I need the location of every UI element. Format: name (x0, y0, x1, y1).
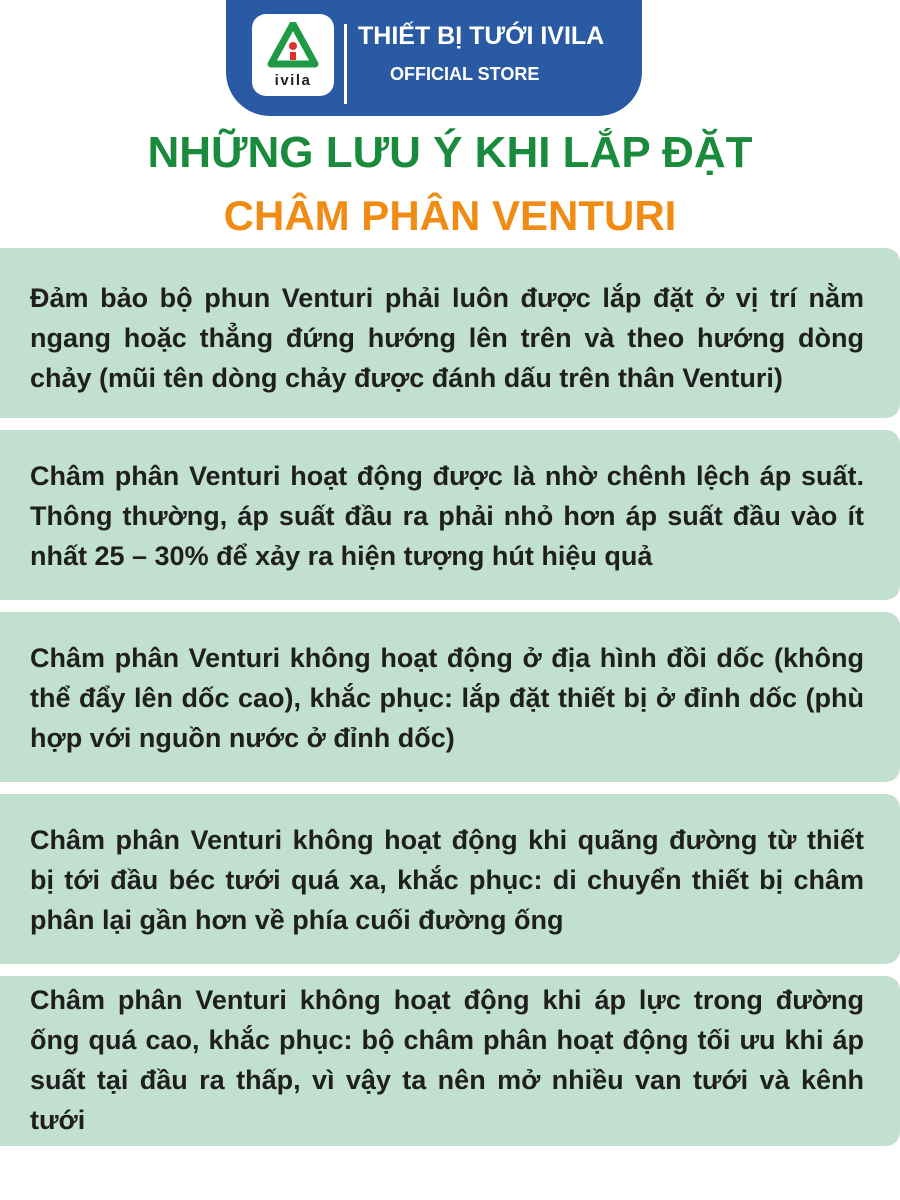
note-text-4: Châm phân Venturi không hoạt động khi quãng đường từ thiết bị tới đầu béc tưới quá xa, khắc phục: di chuyển thiết bị châm phân lại gần hơn về phía cuối đường ống (30, 825, 864, 935)
logo-text: ivila (274, 72, 312, 89)
note-text-3: Châm phân Venturi không hoạt động ở địa hình đồi dốc (không thể đẩy lên dốc cao), khắc phục: lắp đặt thiết bị ở đỉnh dốc (phù hợp với nguồn nước ở đỉnh dốc) (30, 643, 864, 753)
note-text-2: Châm phân Venturi hoạt động được là nhờ chênh lệch áp suất. Thông thường, áp suất đầu ra phải nhỏ hơn áp suất đầu vào ít nhất 25 – 30% để xảy ra hiện tượng hút hiệu quả (30, 461, 864, 571)
logo-triangle-icon (267, 22, 319, 70)
note-card-2 (0, 430, 900, 600)
store-name: THIẾT BỊ TƯỚI IVILA (358, 22, 605, 50)
page-title-line-2: CHÂM PHÂN VENTURI (223, 192, 677, 239)
header-divider (344, 24, 347, 104)
note-card-3 (0, 612, 900, 782)
store-subtitle: OFFICIAL STORE (390, 64, 540, 84)
note-text-5: Châm phân Venturi không hoạt động khi áp lực trong đường ống quá cao, khắc phục: bộ châm phân hoạt động tối ưu khi áp suất tại đầu ra thấp, vì vậy ta nên mở nhiều van tưới và kênh tưới (30, 985, 864, 1135)
note-card-5 (0, 976, 900, 1146)
note-text-1: Đảm bảo bộ phun Venturi phải luôn được lắp đặt ở vị trí nằm ngang hoặc thẳng đứng hướng lên trên và theo hướng dòng chảy (mũi tên dòng chảy được đánh dấu trên thân Venturi) (30, 283, 864, 393)
page-title-line-1: NHỮNG LƯU Ý KHI LẮP ĐẶT (147, 128, 753, 177)
store-header (226, 0, 642, 116)
ivila-logo (252, 14, 334, 96)
note-card-4 (0, 794, 900, 964)
note-card-1-body (0, 248, 900, 418)
